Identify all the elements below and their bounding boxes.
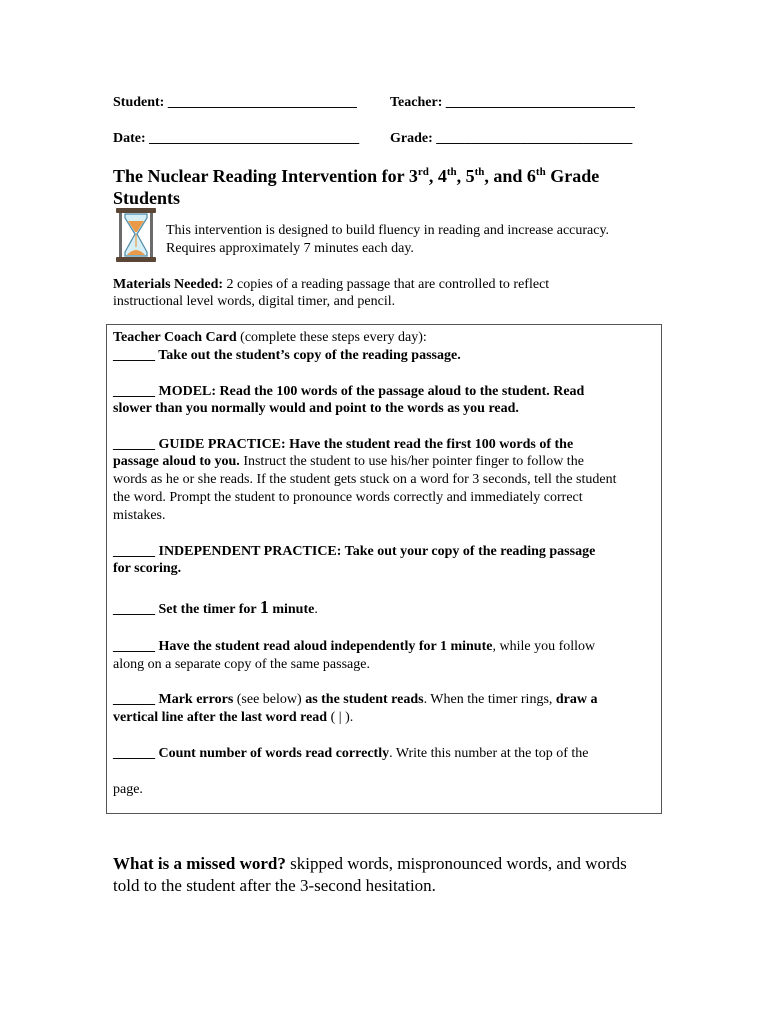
step-6 — [113, 638, 595, 656]
step-1-text: Take out the student’s copy of the reading passage. — [155, 348, 461, 363]
card-title-bold: Teacher Coach Card — [113, 330, 237, 345]
step-8-rest: . Write this number at the top of the — [389, 746, 589, 761]
step-7-line-2 — [113, 709, 353, 727]
step-5-unit: minute — [268, 602, 315, 617]
step-5-text: Set the timer for — [155, 602, 260, 617]
date-field[interactable] — [113, 130, 359, 148]
title-sup-3: th — [474, 166, 485, 178]
step-5-checkbox[interactable]: ______ — [113, 602, 155, 617]
step-7-bold-1: Mark errors — [155, 692, 234, 707]
step-5 — [113, 598, 318, 619]
title-text-4: , and 6 — [484, 166, 536, 186]
step-3-rest: Instruct the student to use his/her pointer finger to follow the — [239, 454, 584, 469]
step-7 — [113, 691, 598, 709]
step-7-checkbox[interactable]: ______ — [113, 692, 155, 707]
step-3-checkbox[interactable]: ______ — [113, 437, 155, 452]
student-blank[interactable]: ___________________________ — [167, 95, 357, 110]
card-title-rest: (complete these steps every day): — [236, 330, 427, 345]
step-4 — [113, 543, 595, 561]
hourglass-icon — [114, 207, 158, 263]
materials-text: 2 copies of a reading passage that are controlled to reflect — [223, 277, 550, 292]
step-5-number: 1 — [259, 597, 269, 617]
title-sup-4: th — [535, 166, 546, 178]
step-3-line-2 — [113, 453, 584, 471]
teacher-field[interactable] — [390, 94, 635, 112]
step-7-rest-2: . When the timer rings, — [423, 692, 556, 707]
page-title-line2: Students — [113, 188, 181, 208]
step-3 — [113, 436, 573, 454]
missed-word-line-2: told to the student after the 3-second hesitation. — [113, 876, 436, 895]
step-6-checkbox[interactable]: ______ — [113, 639, 155, 654]
page-title — [113, 165, 599, 187]
step-6-bold: Have the student read aloud independently for 1 minute — [155, 639, 493, 654]
title-sup-2: th — [446, 166, 457, 178]
step-3-text: GUIDE PRACTICE: Have the student read the first 100 words of the — [155, 437, 574, 452]
missed-word-text: skipped words, mispronounced words, and words — [285, 854, 627, 873]
title-text-3: , 5 — [456, 166, 475, 186]
date-label: Date: — [113, 131, 146, 146]
step-3-line-5: mistakes. — [113, 508, 166, 523]
materials-line-1 — [113, 276, 549, 294]
teacher-label: Teacher: — [390, 95, 443, 110]
step-1-checkbox[interactable]: ______ — [113, 348, 155, 363]
student-field[interactable] — [113, 94, 357, 112]
materials-label: Materials Needed: — [113, 277, 224, 292]
title-text-1: The Nuclear Reading Intervention for 3 — [113, 166, 418, 186]
step-2-checkbox[interactable]: ______ — [113, 384, 155, 399]
step-6-line-2: along on a separate copy of the same passage. — [113, 657, 370, 672]
step-4-text: INDEPENDENT PRACTICE: Take out your copy of the reading passage — [155, 544, 596, 559]
student-label: Student: — [113, 95, 165, 110]
grade-field[interactable] — [390, 130, 632, 148]
teacher-blank[interactable]: ___________________________ — [445, 95, 635, 110]
materials-line-2: instructional level words, digital timer, and pencil. — [113, 294, 396, 309]
step-2-line-2: slower than you normally would and point to the words as you read. — [113, 401, 519, 416]
step-7-line2-rest: ( | ). — [327, 710, 354, 725]
date-blank[interactable]: ______________________________ — [149, 131, 360, 146]
intro-line-1: This intervention is designed to build fluency in reading and increase accuracy. — [166, 223, 610, 238]
title-text-5: Grade — [545, 166, 600, 186]
step-7-line2-bold: vertical line after the last word read — [113, 710, 328, 725]
step-3-line-3: words as he or she reads. If the student gets stuck on a word for 3 seconds, tell the student — [113, 472, 617, 487]
step-4-line-2: for scoring. — [113, 561, 182, 576]
step-7-bold-3: draw a — [555, 692, 598, 707]
title-sup-1: rd — [417, 166, 429, 178]
step-2 — [113, 383, 584, 401]
title-text-2: , 4 — [428, 166, 447, 186]
card-title — [113, 329, 427, 347]
intro-line-2: Requires approximately 7 minutes each day. — [166, 241, 414, 256]
step-8-bold: Count number of words read correctly — [155, 746, 390, 761]
step-5-period: . — [314, 602, 318, 617]
step-8-line-2: page. — [113, 782, 143, 797]
step-7-rest-1: (see below) — [233, 692, 306, 707]
step-6-rest: , while you follow — [492, 639, 596, 654]
step-3-bold: passage aloud to you. — [113, 454, 240, 469]
step-2-text: MODEL: Read the 100 words of the passage aloud to the student. Read — [155, 384, 585, 399]
grade-blank[interactable]: ____________________________ — [436, 131, 633, 146]
grade-label: Grade: — [390, 131, 433, 146]
missed-word-label: What is a missed word? — [113, 854, 286, 873]
step-4-checkbox[interactable]: ______ — [113, 544, 155, 559]
step-3-line-4: the word. Prompt the student to pronounce words correctly and immediately correct — [113, 490, 583, 505]
step-7-bold-2: as the student reads — [305, 692, 424, 707]
step-8-checkbox[interactable]: ______ — [113, 746, 155, 761]
step-8 — [113, 745, 589, 763]
step-1 — [113, 347, 461, 365]
missed-word-definition — [113, 853, 627, 875]
